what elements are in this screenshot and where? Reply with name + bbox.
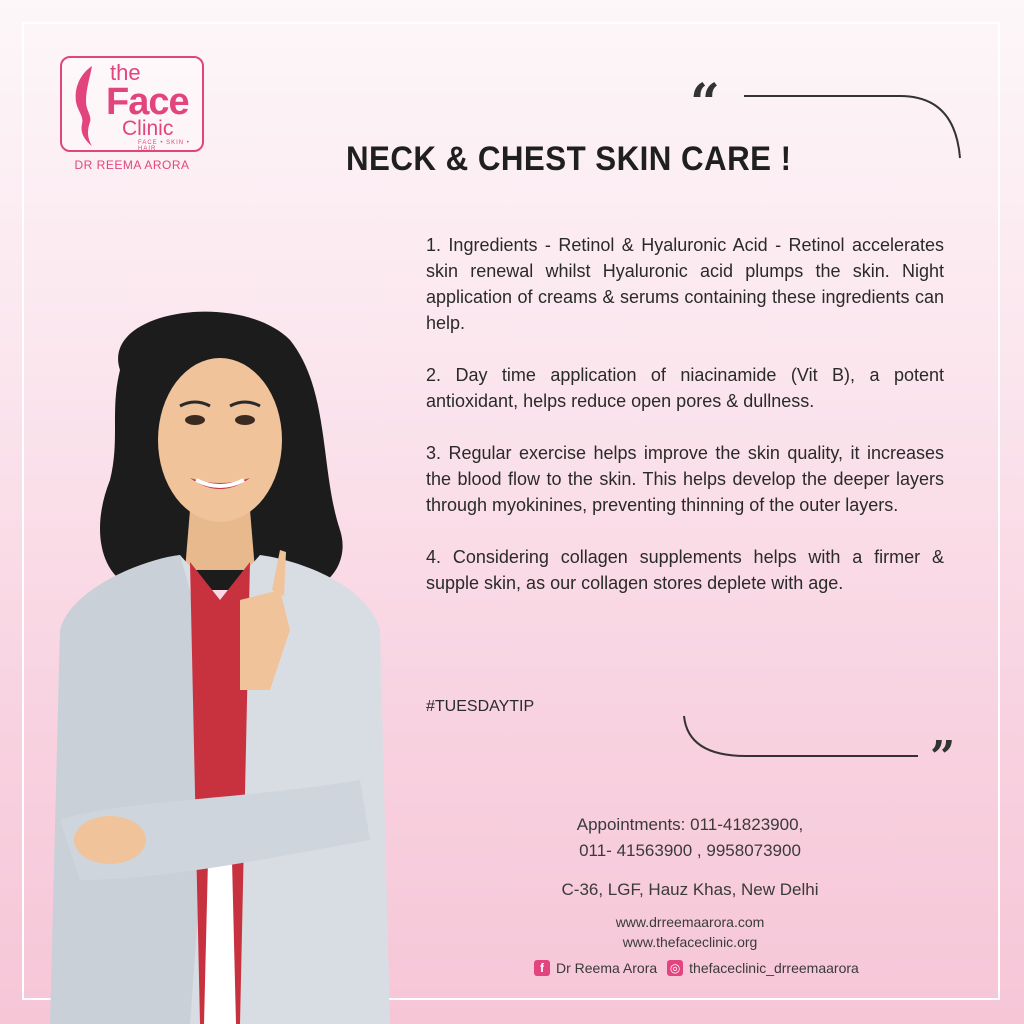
instagram-label[interactable]: thefaceclinic_drreemaarora xyxy=(689,960,859,976)
address: C-36, LGF, Hauz Khas, New Delhi xyxy=(561,880,819,899)
clinic-logo xyxy=(60,56,204,152)
page-title: NECK & CHEST SKIN CARE ! xyxy=(346,140,792,178)
tip-item: 3. Regular exercise helps improve the skin quality, it increases the blood flow to the skin. This helps develop the deeper layers through myokinines, preventing thinning of the outer layers. xyxy=(426,443,944,515)
logo-the: the xyxy=(110,60,141,85)
logo-tagline: FACE • SKIN • HAIR xyxy=(138,140,190,152)
tip-item: 4. Considering collagen supplements helps with a firmer & supple skin, as our collagen stores deplete with age. xyxy=(426,547,944,593)
facebook-label[interactable]: Dr Reema Arora xyxy=(556,960,658,976)
doctor-illustration xyxy=(40,300,400,1024)
social-links xyxy=(534,960,859,976)
open-quote-icon: “ xyxy=(690,73,720,134)
appointments-line-2: 011- 41563900 , 9958073900 xyxy=(579,841,801,860)
instagram-icon[interactable]: ◎ xyxy=(667,960,683,976)
logo-clinic-word: Clinic xyxy=(122,117,174,140)
contact-block xyxy=(520,812,860,952)
close-quote-icon: ” xyxy=(930,732,956,783)
facebook-icon[interactable]: f xyxy=(534,960,550,976)
logo-face-word: Face xyxy=(106,81,189,123)
doctor-name: DR REEMA ARORA xyxy=(74,158,190,172)
tip-item: 1. Ingredients - Retinol & Hyaluronic Acid - Retinol accelerates skin renewal whilst Hyaluronic acid plumps the skin. Night application of creams & serums containing these ingredients can help. xyxy=(426,235,944,333)
bottom-quote-line xyxy=(676,712,926,762)
tips-list xyxy=(426,232,944,622)
appointments-line-1: Appointments: 011-41823900, xyxy=(576,815,804,834)
website-link[interactable]: www.thefaceclinic.org xyxy=(622,934,758,950)
tip-item: 2. Day time application of niacinamide (Vit B), a potent antioxidant, helps reduce open pores & dullness. xyxy=(426,365,944,411)
website-link[interactable]: www.drreemaarora.com xyxy=(615,914,765,930)
face-silhouette-icon xyxy=(70,64,100,148)
hashtag: #TUESDAYTIP xyxy=(426,698,535,715)
